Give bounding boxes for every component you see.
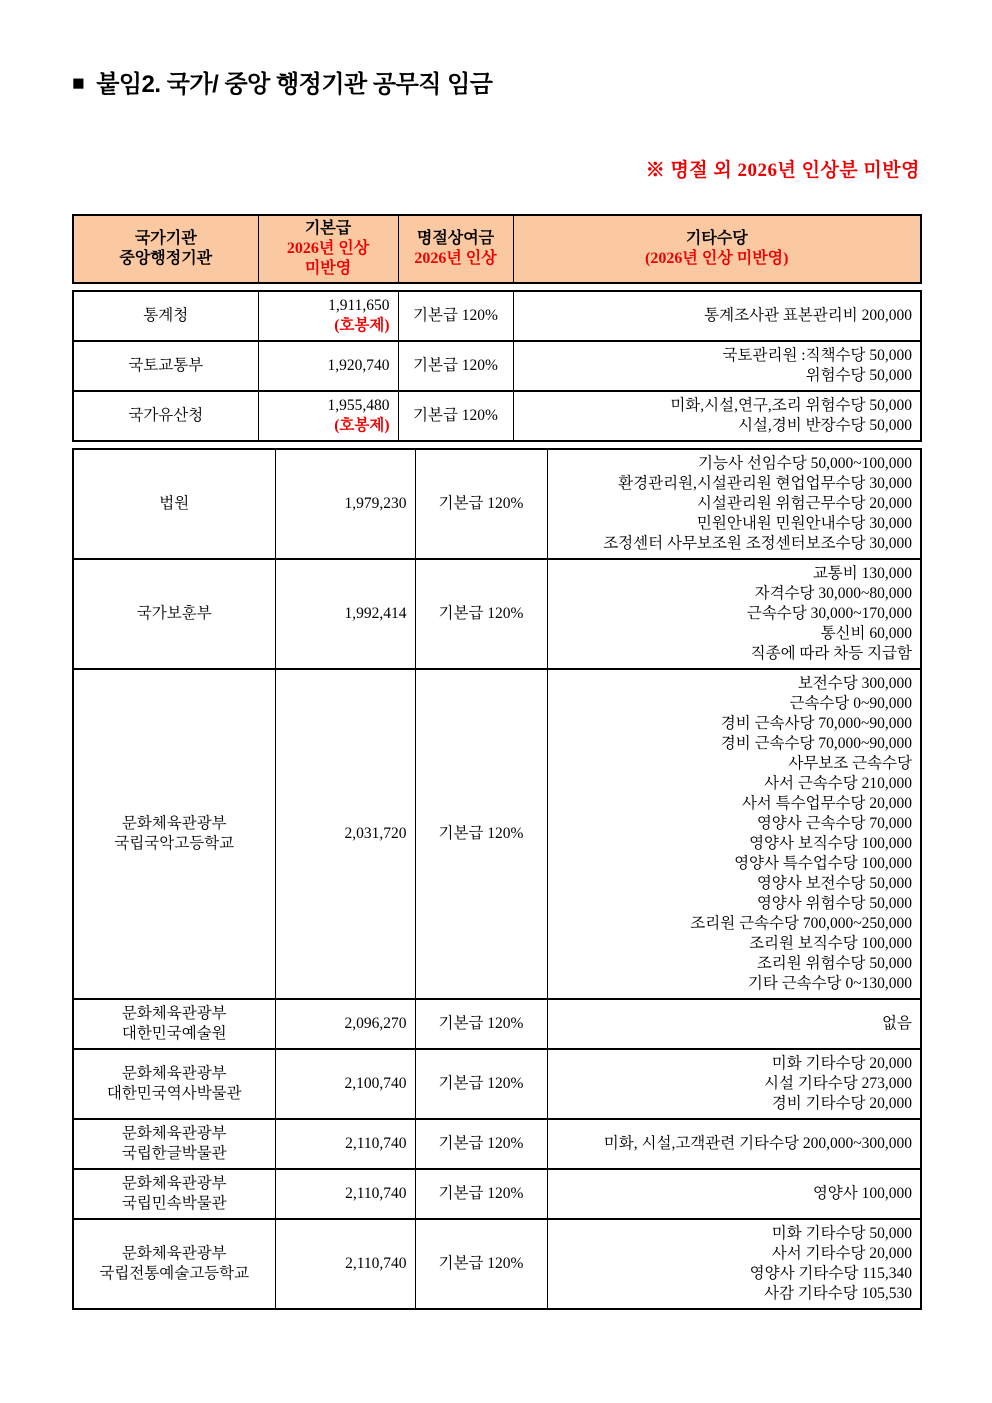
- allowance-line: 민원안내원 민원안내수당 30,000: [696, 515, 912, 532]
- allowance-line: 조정센터 사무보조원 조정센터보조수당 30,000: [603, 535, 912, 552]
- allowance-line: 사서 근속수당 210,000: [764, 775, 912, 792]
- agency-cell: [73, 1119, 275, 1169]
- table-row: [73, 1119, 921, 1169]
- allowance-line: 시설관리원 위험근무수당 20,000: [696, 495, 912, 512]
- base-pay-amount: 1,911,650: [328, 297, 390, 314]
- allowance-line: 기능사 선임수당 50,000~100,000: [698, 455, 912, 472]
- header-cell-agency: [73, 215, 258, 283]
- holiday-bonus-text: 기본급 120%: [438, 495, 524, 512]
- holiday-bonus-cell: [415, 1219, 547, 1309]
- holiday-bonus-text: 기본급 120%: [413, 307, 498, 324]
- allowance-line: 교통비 130,000: [812, 565, 912, 582]
- holiday-bonus-text: 기본급 120%: [438, 1015, 524, 1032]
- allowance-line: 환경관리원,시설관리원 현업업무수당 30,000: [618, 475, 912, 492]
- table-row: [73, 291, 921, 341]
- agency-name-line: 국립민속박물관: [121, 1195, 227, 1212]
- agency-cell: [73, 1169, 275, 1219]
- agency-name-line: 문화체육관광부: [121, 1175, 227, 1192]
- base-pay-cell: [275, 1119, 415, 1169]
- agency-cell: [73, 291, 258, 341]
- agency-cell: [73, 449, 275, 559]
- agency-name-line: 대한민국예술원: [121, 1025, 227, 1042]
- header-holiday-bonus-line: 2026년 인상: [414, 250, 497, 267]
- header-other-allowances-line: (2026년 인상 미반영): [645, 250, 789, 267]
- base-pay-amount: 2,100,740: [344, 1075, 407, 1092]
- allowance-line: 영양사 보전수당 50,000: [756, 875, 912, 892]
- agency-name-line: 국토교통부: [128, 357, 204, 374]
- base-pay-cell: [275, 999, 415, 1049]
- base-pay-note: (호봉제): [334, 317, 390, 334]
- holiday-bonus-cell: [415, 1119, 547, 1169]
- allowance-line: 보전수당 300,000: [797, 675, 912, 692]
- agency-name-line: 대한민국역사박물관: [106, 1085, 242, 1102]
- agency-cell: [73, 341, 258, 391]
- allowance-line: 없음: [882, 1015, 912, 1032]
- agency-name-line: 국립전통예술고등학교: [99, 1265, 250, 1282]
- page-title-text: 붙임2. 국가/ 중앙 행정기관 공무직 임금: [96, 71, 493, 98]
- agency-name-line: 통계청: [143, 307, 189, 324]
- holiday-bonus-text: 기본급 120%: [438, 605, 524, 622]
- allowance-line: 영양사 100,000: [812, 1185, 912, 1202]
- base-pay-amount: 1,955,480: [327, 397, 390, 414]
- agency-cell: [73, 1219, 275, 1309]
- allowance-line: 사서 특수업무수당 20,000: [741, 795, 912, 812]
- base-pay-cell: [275, 1049, 415, 1119]
- table-row: [73, 341, 921, 391]
- holiday-bonus-text: 기본급 120%: [438, 1255, 524, 1272]
- base-pay-amount: 2,110,740: [345, 1135, 407, 1152]
- holiday-bonus-text: 기본급 120%: [438, 1075, 524, 1092]
- agency-name-line: 문화체육관광부: [121, 1065, 227, 1082]
- base-pay-amount: 2,096,270: [344, 1015, 407, 1032]
- agency-name-line: 법원: [159, 495, 190, 512]
- base-pay-amount: 2,110,740: [345, 1185, 407, 1202]
- page-title: [72, 0, 992, 99]
- allowance-line: 영양사 기타수당 115,340: [749, 1265, 912, 1282]
- base-pay-cell: [258, 291, 398, 341]
- allowance-line: 사무보조 근속수당: [788, 755, 912, 772]
- allowance-line: 사감 기타수당 105,530: [764, 1285, 912, 1302]
- header-base-pay-line: 미반영: [304, 260, 352, 277]
- allowances-cell: [513, 391, 921, 441]
- allowances-cell: [547, 1219, 921, 1309]
- base-pay-cell: [258, 341, 398, 391]
- header-base-pay-line: 기본급: [304, 220, 352, 237]
- allowance-line: 시설,경비 반장수당 50,000: [737, 417, 912, 434]
- title-bullet-icon: ■: [72, 72, 85, 95]
- agency-cell: [73, 999, 275, 1049]
- allowance-line: 조리원 위험수당 50,000: [756, 955, 912, 972]
- agency-name-line: 국립한글박물관: [121, 1145, 227, 1162]
- holiday-bonus-cell: [415, 449, 547, 559]
- allowance-line: 영양사 특수업수당 100,000: [734, 855, 912, 872]
- allowances-cell: [547, 1049, 921, 1119]
- holiday-bonus-text: 기본급 120%: [438, 1135, 524, 1152]
- header-cell-base-pay: [258, 215, 398, 283]
- holiday-bonus-cell: [398, 341, 513, 391]
- allowances-cell: [513, 291, 921, 341]
- agency-name-line: 국립국악고등학교: [114, 835, 235, 852]
- holiday-bonus-text: 기본급 120%: [438, 1185, 524, 1202]
- base-pay-amount: 2,110,740: [345, 1255, 407, 1272]
- wage-table-section1: [72, 290, 922, 442]
- allowance-line: 자격수당 30,000~80,000: [754, 585, 912, 602]
- allowance-line: 경비 근속수당 70,000~90,000: [720, 735, 912, 752]
- allowance-line: 영양사 위험수당 50,000: [756, 895, 912, 912]
- table-row: [73, 1169, 921, 1219]
- header-cell-holiday-bonus: [398, 215, 513, 283]
- holiday-bonus-cell: [398, 391, 513, 441]
- holiday-bonus-cell: [415, 1049, 547, 1119]
- notice-2026-not-applied: ※ 명절 외 2026년 인상분 미반영: [645, 160, 920, 181]
- allowance-line: 미화, 시설,고객관련 기타수당 200,000~300,000: [603, 1135, 912, 1152]
- allowance-line: 국토관리원 :직책수당 50,000: [722, 347, 912, 364]
- agency-name-line: 문화체육관광부: [121, 1005, 227, 1022]
- agency-name-line: 문화체육관광부: [121, 1125, 227, 1142]
- allowance-line: 시설 기타수당 273,000: [764, 1075, 912, 1092]
- holiday-bonus-cell: [415, 1169, 547, 1219]
- base-pay-amount: 1,920,740: [327, 357, 390, 374]
- table-row: [73, 449, 921, 559]
- agency-name-line: 국가유산청: [128, 407, 204, 424]
- allowance-line: 위험수당 50,000: [805, 367, 912, 384]
- allowance-line: 조리원 보직수당 100,000: [749, 935, 912, 952]
- allowances-cell: [547, 999, 921, 1049]
- header-agency-line: 중앙행정기관: [119, 250, 213, 267]
- allowance-line: 기타 근속수당 0~130,000: [747, 975, 912, 992]
- agency-name-line: 문화체육관광부: [121, 815, 227, 832]
- allowance-line: 경비 기타수당 20,000: [771, 1095, 912, 1112]
- allowance-line: 미화 기타수당 20,000: [771, 1055, 912, 1072]
- table-row: [73, 559, 921, 669]
- agency-name-line: 국가보훈부: [136, 605, 212, 622]
- agency-cell: [73, 391, 258, 441]
- agency-cell: [73, 1049, 275, 1119]
- allowances-cell: [547, 559, 921, 669]
- allowances-cell: [513, 341, 921, 391]
- header-base-pay-line: 2026년 인상: [286, 240, 370, 257]
- allowance-line: 통신비 60,000: [820, 625, 912, 642]
- allowance-line: 영양사 보직수당 100,000: [749, 835, 912, 852]
- agency-name-line: 문화체육관광부: [121, 1245, 227, 1262]
- allowance-line: 미화 기타수당 50,000: [771, 1225, 912, 1242]
- holiday-bonus-cell: [415, 999, 547, 1049]
- allowance-line: 조리원 근속수당 700,000~250,000: [690, 915, 912, 932]
- allowance-line: 근속수당 0~90,000: [789, 695, 912, 712]
- base-pay-amount: 1,979,230: [344, 495, 407, 512]
- base-pay-cell: [275, 1219, 415, 1309]
- table-row: [73, 999, 921, 1049]
- agency-cell: [73, 559, 275, 669]
- base-pay-cell: [275, 449, 415, 559]
- allowance-line: 통계조사관 표본관리비 200,000: [704, 307, 912, 324]
- header-holiday-bonus-line: 명절상여금: [416, 230, 495, 247]
- allowances-cell: [547, 449, 921, 559]
- allowance-line: 직종에 따라 차등 지급함: [750, 645, 912, 662]
- holiday-bonus-text: 기본급 120%: [438, 825, 524, 842]
- wage-table-header: [72, 214, 922, 284]
- table-row: [73, 391, 921, 441]
- table-row: [73, 1219, 921, 1309]
- base-pay-cell: [275, 1169, 415, 1219]
- allowance-line: 근속수당 30,000~170,000: [746, 605, 912, 622]
- allowance-line: 영양사 근속수당 70,000: [756, 815, 912, 832]
- header-other-allowances-line: 기타수당: [685, 230, 748, 247]
- agency-cell: [73, 669, 275, 999]
- allowances-cell: [547, 1119, 921, 1169]
- base-pay-note: (호봉제): [334, 417, 390, 434]
- allowance-line: 미화,시설,연구,조리 위험수당 50,000: [670, 397, 912, 414]
- holiday-bonus-text: 기본급 120%: [413, 407, 498, 424]
- holiday-bonus-cell: [398, 291, 513, 341]
- base-pay-cell: [258, 391, 398, 441]
- holiday-bonus-cell: [415, 559, 547, 669]
- holiday-bonus-cell: [415, 669, 547, 999]
- base-pay-amount: 2,031,720: [344, 825, 407, 842]
- header-agency-line: 국가기관: [134, 230, 197, 247]
- allowance-line: 경비 근속사당 70,000~90,000: [720, 715, 912, 732]
- allowance-line: 사서 기타수당 20,000: [771, 1245, 912, 1262]
- table-row: [73, 1049, 921, 1119]
- base-pay-amount: 1,992,414: [344, 605, 407, 622]
- base-pay-cell: [275, 559, 415, 669]
- wage-table-section2: [72, 448, 922, 1310]
- holiday-bonus-text: 기본급 120%: [413, 357, 498, 374]
- table-row: [73, 669, 921, 999]
- allowances-cell: [547, 669, 921, 999]
- base-pay-cell: [275, 669, 415, 999]
- header-cell-other-allowances: [513, 215, 921, 283]
- allowances-cell: [547, 1169, 921, 1219]
- header-row: [73, 215, 921, 283]
